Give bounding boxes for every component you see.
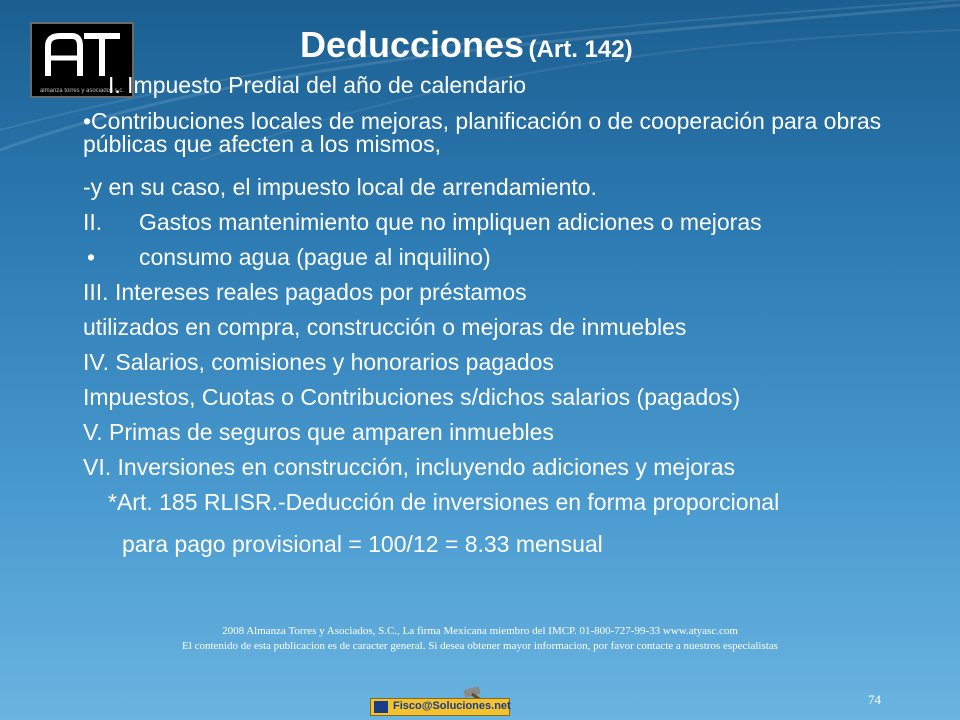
roman-numeral: II. — [83, 209, 103, 235]
brand-box — [370, 698, 510, 716]
slide-title — [300, 24, 633, 66]
content-line: *Art. 185 RLISR.-Deducción de inversiones en forma proporcional — [108, 489, 780, 515]
title-main: Deducciones — [300, 24, 525, 65]
footer-line: 2008 Almanza Torres y Asociados, S.C., La firma Mexicana miembro del IMCP. 01-800-727-99-33 www.atyasc.com — [222, 625, 738, 637]
content-line: V. Primas de seguros que amparen inmuebles — [83, 419, 554, 445]
content-text: Gastos mantenimiento que no impliquen adiciones o mejoras — [139, 209, 762, 235]
brand-banner — [370, 686, 510, 718]
logo-caption: almanza torres y asociados s.c. — [39, 88, 125, 94]
title-subtitle: (Art. 142) — [528, 36, 633, 63]
content-line: Impuestos, Cuotas o Contribuciones s/dichos salarios (pagados) — [83, 384, 741, 410]
brand-text: Fisco@Soluciones.net — [393, 700, 511, 712]
content-line: I. Impuesto Predial del año de calendario — [108, 72, 527, 98]
content-line — [83, 245, 491, 269]
content-line: •Contribuciones locales de mejoras, planificación o de cooperación para obras públicas que afecten a los mismos, — [83, 108, 882, 157]
content-line: III. Intereses reales pagados por préstamos — [83, 279, 527, 305]
content-text: consumo agua (pague al inquilino) — [139, 244, 491, 270]
footer — [80, 624, 880, 654]
bullet-icon: • — [87, 244, 96, 270]
footer-line: El contenido de esta publicacion es de caracter general. Si desea obtener mayor informacion, por favor contacte a nuestros especialistas — [182, 640, 778, 652]
content-line: -y en su caso, el impuesto local de arrendamiento. — [83, 174, 597, 200]
content-line: utilizados en compra, construcción o mejoras de inmuebles — [83, 314, 687, 340]
content-line: VI. Inversiones en construcción, incluyendo adiciones y mejoras — [83, 454, 736, 480]
page-number: 74 — [868, 692, 881, 707]
content-line — [83, 210, 762, 234]
content-line: IV. Salarios, comisiones y honorarios pagados — [83, 349, 554, 375]
content-line: para pago provisional = 100/12 = 8.33 mensual — [122, 531, 603, 557]
grid-icon — [374, 701, 388, 713]
